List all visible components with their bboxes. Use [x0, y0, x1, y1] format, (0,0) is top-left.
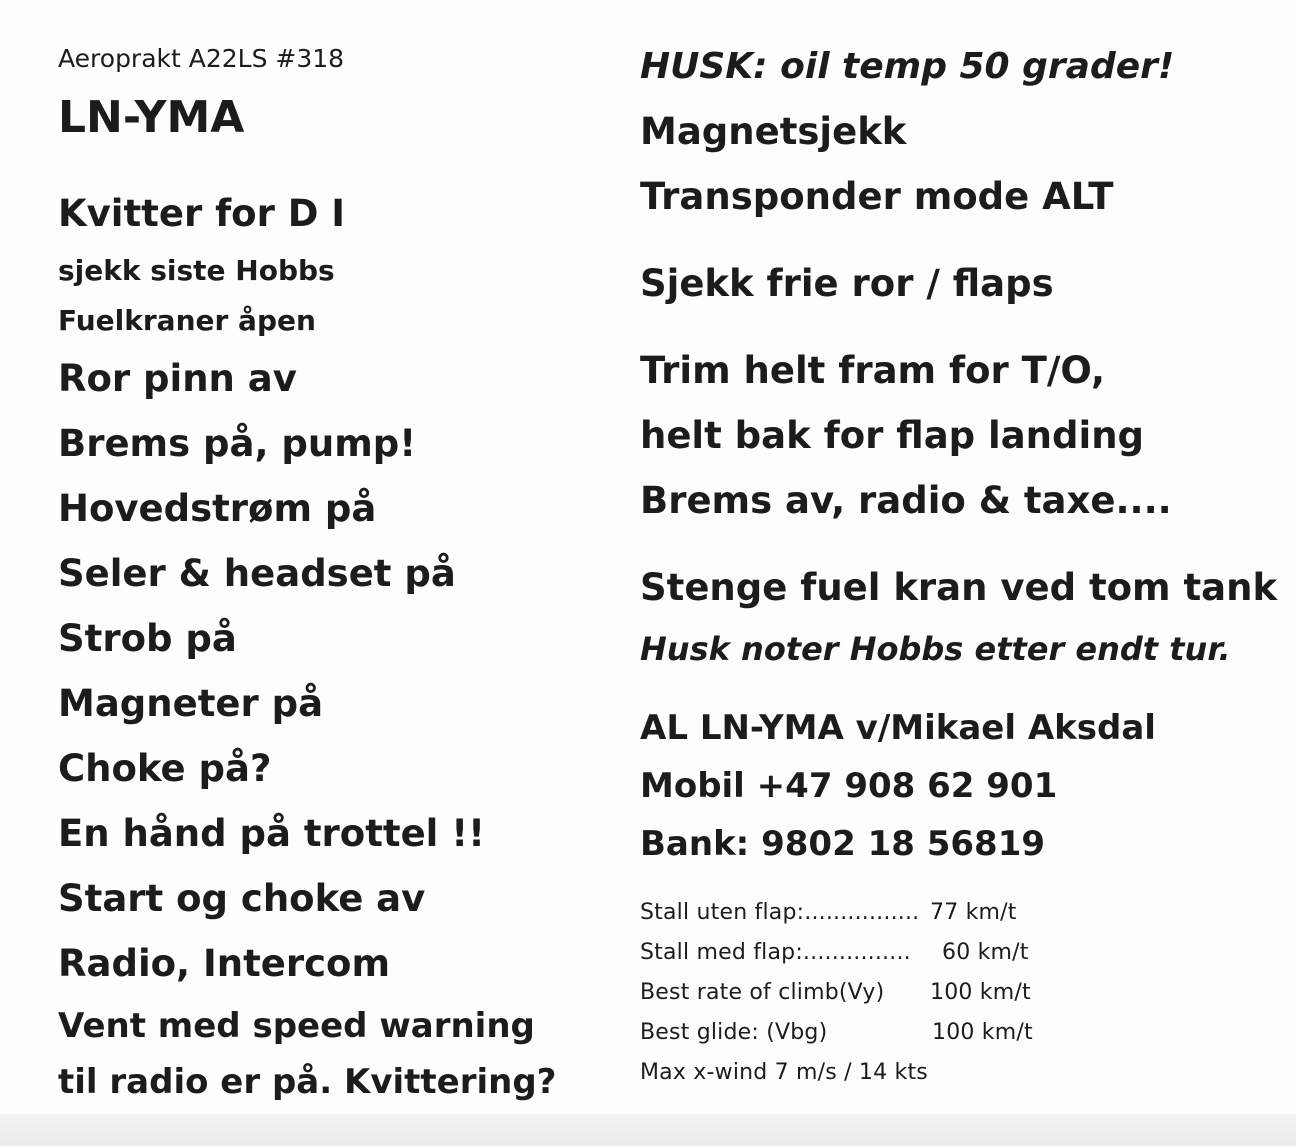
checklist-item: Ror pinn av	[58, 357, 297, 400]
checklist-item: sjekk siste Hobbs	[58, 254, 335, 287]
stat-row	[640, 940, 1029, 965]
stat-row	[640, 1060, 928, 1085]
stat-label: Best rate of climb(Vy)	[640, 980, 885, 1005]
checklist-item: Kvitter for D I	[58, 192, 346, 235]
stat-label: Stall med flap:...............	[640, 940, 911, 965]
stat-row	[640, 900, 1017, 925]
stat-value: 100 km/t	[930, 980, 1031, 1005]
checklist-note: til radio er på. Kvittering?	[58, 1062, 557, 1102]
checklist-item: Fuelkraner åpen	[58, 304, 316, 337]
checklist-item: En hånd på trottel !!	[58, 812, 485, 855]
checklist-item: Magneter på	[58, 682, 324, 725]
checklist-item: Transponder mode ALT	[640, 175, 1114, 218]
registration-title: LN-YMA	[58, 92, 245, 143]
stat-label: Stall uten flap:................	[640, 900, 920, 925]
checklist-item: Hovedstrøm på	[58, 487, 377, 530]
checklist-item: Magnetsjekk	[640, 110, 907, 153]
stat-label: Best glide: (Vbg)	[640, 1020, 828, 1045]
hobbs-reminder: Husk noter Hobbs etter endt tur.	[640, 630, 1231, 668]
checklist-item: Strob på	[58, 617, 237, 660]
checklist-item: helt bak for flap landing	[640, 414, 1145, 457]
stat-label: Max x-wind 7 m/s / 14 kts	[640, 1060, 928, 1085]
checklist-item: Trim helt fram for T/O,	[640, 349, 1106, 392]
scan-edge	[0, 1114, 1296, 1146]
stat-row	[640, 980, 1031, 1005]
checklist-item: Brems av, radio & taxe....	[640, 479, 1172, 522]
oil-temp-reminder: HUSK: oil temp 50 grader!	[640, 46, 1175, 87]
stat-value: 100 km/t	[932, 1020, 1033, 1045]
stat-value: 77 km/t	[930, 900, 1017, 925]
stat-row	[640, 1020, 1033, 1045]
checklist-item: Sjekk frie ror / flaps	[640, 262, 1054, 305]
checklist-item: Seler & headset på	[58, 552, 456, 595]
contact-bank: Bank: 9802 18 56819	[640, 824, 1046, 864]
checklist-item: Brems på, pump!	[58, 422, 417, 465]
aircraft-model: Aeroprakt A22LS #318	[58, 44, 345, 73]
stat-value: 60 km/t	[942, 940, 1029, 965]
contact-owner: AL LN-YMA v/Mikael Aksdal	[640, 708, 1156, 748]
checklist-note: Vent med speed warning	[58, 1006, 535, 1046]
checklist-item: Stenge fuel kran ved tom tank	[640, 566, 1278, 609]
checklist-item: Radio, Intercom	[58, 942, 391, 985]
checklist-item: Choke på?	[58, 747, 272, 790]
checklist-item: Start og choke av	[58, 877, 426, 920]
contact-mobile: Mobil +47 908 62 901	[640, 766, 1058, 806]
